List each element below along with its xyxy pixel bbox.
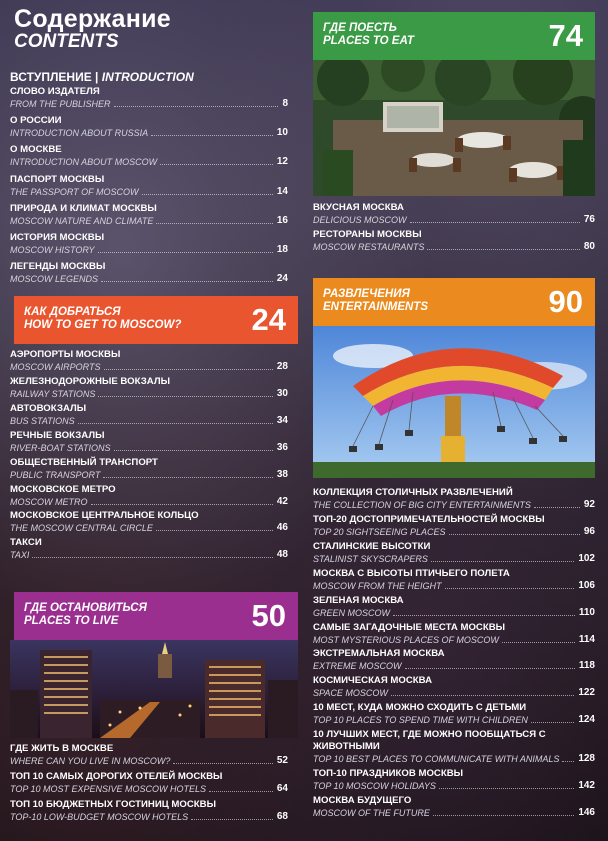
toc-entry-title-ru: 10 ЛУЧШИХ МЕСТ, ГДЕ МОЖНО ПООБЩАТЬСЯ С ЖИВОТНЫМИ <box>313 729 546 753</box>
toc-entry-title-en: MOSCOW HISTORY <box>10 245 95 255</box>
toc-entry[interactable] <box>313 202 595 226</box>
dot-leader <box>439 788 574 789</box>
toc-entry-title-en: RAILWAY STATIONS <box>10 388 96 399</box>
toc-entry[interactable] <box>10 799 288 823</box>
toc-entry-title-ru: КОСМИЧЕСКАЯ МОСКВА <box>313 675 433 687</box>
toc-entry[interactable] <box>10 403 288 427</box>
dot-leader <box>391 695 574 696</box>
section-title-en: PLACES TO EAT <box>323 35 414 47</box>
toc-entry[interactable] <box>10 430 288 454</box>
toc-entry-title-ru: МОСКОВСКОЕ МЕТРО <box>10 483 116 495</box>
toc-entry-page: 30 <box>276 387 288 399</box>
toc-entry[interactable] <box>10 115 288 139</box>
intro-heading <box>10 70 194 84</box>
toc-entry-page: 142 <box>578 780 595 792</box>
toc-entry-page: 124 <box>578 714 595 726</box>
section-title-en: PLACES TO LIVE <box>24 615 119 627</box>
toc-entry-title-en: GREEN MOSCOW <box>313 607 391 618</box>
section-title-en: ENTERTAINMENTS <box>323 301 428 313</box>
toc-entry-title-ru: МОСКВА С ВЫСОТЫ ПТИЧЬЕГО ПОЛЕТА <box>313 567 510 579</box>
toc-entry[interactable] <box>10 144 288 168</box>
toc-entry-page: 106 <box>578 579 595 591</box>
toc-entry-title-ru: ПРИРОДА И КЛИМАТ МОСКВЫ <box>10 202 157 214</box>
toc-entry-title-en: TOP 20 SIGHTSEEING PLACES <box>313 526 446 537</box>
toc-entry[interactable] <box>10 203 288 227</box>
toc-entry-title-ru: ТОП-20 ДОСТОПРИМЕЧАТЕЛЬНОСТЕЙ МОСКВЫ <box>313 513 545 525</box>
toc-entry-page: 34 <box>276 414 288 426</box>
toc-entry-row <box>10 215 288 227</box>
restaurant-terrace-photo <box>313 60 595 196</box>
toc-entry-title-en: INTRODUCTION ABOUT RUSSIA <box>10 128 149 139</box>
toc-entry-row <box>10 496 288 508</box>
toc-entry-page: 46 <box>276 522 288 534</box>
toc-entry-page: 38 <box>276 468 288 480</box>
dot-leader <box>156 530 273 531</box>
toc-entry-page: 28 <box>276 361 288 372</box>
dot-leader <box>151 135 273 136</box>
dot-leader <box>534 507 580 508</box>
dot-leader <box>502 642 575 643</box>
toc-entry-title-ru: ИСТОРИЯ МОСКВЫ <box>10 232 105 243</box>
dot-leader <box>114 450 273 451</box>
toc-entry-title-en: TOP 10 BEST PLACES TO COMMUNICATE WITH ANIMALS <box>313 754 560 765</box>
toc-entry-page: 118 <box>578 660 595 672</box>
section-title-ru: РАЗВЛЕЧЕНИЯ <box>323 288 410 300</box>
toc-entry-row <box>313 499 595 511</box>
toc-entry-page: 76 <box>583 214 595 225</box>
dot-leader <box>104 369 273 370</box>
toc-entry[interactable] <box>313 568 595 592</box>
toc-entry-title-en: BUS STATIONS <box>10 415 75 426</box>
toc-entry-title-ru: СЛОВО ИЗДАТЕЛЯ <box>10 86 100 97</box>
toc-entry-title-ru: МОСКОВСКОЕ ЦЕНТРАЛЬНОЕ КОЛЬЦО <box>10 510 199 522</box>
toc-entry[interactable] <box>10 484 288 508</box>
toc-entry-title-en: RIVER-BOAT STATIONS <box>10 442 111 453</box>
toc-entry-title-en: MOSCOW AIRPORTS <box>10 362 101 372</box>
toc-entry-row <box>10 361 288 373</box>
dot-leader <box>156 223 273 224</box>
dot-leader <box>160 164 273 165</box>
toc-entry-page: 96 <box>583 525 595 537</box>
toc-entry-page: 102 <box>578 552 595 564</box>
toc-entry-title-ru: САМЫЕ ЗАГАДОЧНЫЕ МЕСТА МОСКВЫ <box>313 621 506 633</box>
dot-leader <box>449 534 580 535</box>
toc-entry[interactable] <box>10 376 288 400</box>
toc-entry-title-ru: ТОП-10 ПРАЗДНИКОВ МОСКВЫ <box>313 768 464 780</box>
toc-entry-title-ru: ТАКСИ <box>10 537 42 549</box>
toc-entry-row <box>10 783 288 795</box>
toc-entry[interactable] <box>10 771 288 795</box>
toc-entry-title-en: TOP 10 PLACES TO SPEND TIME WITH CHILDREN <box>313 715 528 726</box>
toc-entry[interactable] <box>10 743 288 767</box>
toc-entry-title-en: MOSCOW FROM THE HEIGHT <box>313 580 442 591</box>
toc-entry-title-en: INTRODUCTION ABOUT MOSCOW <box>10 157 158 168</box>
toc-entry[interactable] <box>10 232 288 256</box>
section-band-entertainment <box>313 278 595 326</box>
toc-entry-row <box>313 807 595 819</box>
toc-entry-page: 146 <box>578 807 595 818</box>
toc-entry-page: 24 <box>276 273 288 285</box>
toc-entry-title-en: MOSCOW METRO <box>10 496 88 507</box>
toc-entry-title-en: TOP-10 LOW-BUDGET MOSCOW HOTELS <box>10 812 189 822</box>
toc-entry-row <box>10 755 288 767</box>
toc-entry-title-ru: ГДЕ ЖИТЬ В МОСКВЕ <box>10 743 114 754</box>
toc-entry-page: 16 <box>276 214 288 226</box>
toc-entry-row <box>313 526 595 538</box>
toc-entry-row <box>10 186 288 198</box>
toc-entry-row <box>313 634 595 646</box>
toc-entry[interactable] <box>313 702 595 726</box>
toc-entry-page: 10 <box>276 127 288 139</box>
dot-leader <box>78 423 273 424</box>
page-title <box>14 6 171 52</box>
toc-entry[interactable] <box>313 675 595 699</box>
toc-entry-title-ru: О МОСКВЕ <box>10 144 62 156</box>
title-en: CONTENTS <box>14 31 119 52</box>
toc-entry-page: 36 <box>276 441 288 453</box>
toc-entry-row <box>313 553 595 565</box>
toc-entry-row <box>10 442 288 454</box>
toc-entry-title-en: FROM THE PUBLISHER <box>10 99 111 109</box>
toc-entry-title-ru: МОСКВА БУДУЩЕГО <box>313 795 412 806</box>
toc-entry-title-ru: ОБЩЕСТВЕННЫЙ ТРАНСПОРТ <box>10 456 158 468</box>
toc-entry-row <box>10 549 288 561</box>
section-page-number: 90 <box>548 284 583 319</box>
section-title-ru: КАК ДОБРАТЬСЯ <box>24 306 121 318</box>
toc-entry-title-en: WHERE CAN YOU LIVE IN MOSCOW? <box>10 756 171 766</box>
toc-entry-title-ru: 10 МЕСТ, КУДА МОЖНО СХОДИТЬ С ДЕТЬМИ <box>313 702 527 714</box>
toc-entry[interactable] <box>313 595 595 619</box>
section-page-number: 50 <box>251 598 286 633</box>
toc-entry-title-ru: РЕЧНЫЕ ВОКЗАЛЫ <box>10 429 105 441</box>
toc-entry-row <box>10 273 288 285</box>
dot-leader <box>103 477 273 478</box>
dot-leader <box>142 194 273 195</box>
toc-entry[interactable] <box>10 174 288 198</box>
dot-leader <box>173 763 273 764</box>
toc-entry-row <box>313 580 595 592</box>
section-page-number: 24 <box>251 302 286 337</box>
dot-leader <box>410 222 580 223</box>
dot-leader <box>91 504 273 505</box>
toc-entry-row <box>313 660 595 672</box>
toc-entry[interactable] <box>10 349 288 373</box>
section-band-getting-there <box>14 296 298 344</box>
toc-entry-title-ru: СТАЛИНСКИЕ ВЫСОТКИ <box>313 540 431 552</box>
toc-entry[interactable] <box>10 510 288 534</box>
toc-entry-page: 114 <box>578 633 595 645</box>
toc-entry-row <box>313 607 595 619</box>
toc-entry-title-ru: АЭРОПОРТЫ МОСКВЫ <box>10 349 121 360</box>
dot-leader <box>98 252 273 253</box>
toc-entry-title-en: MOSCOW OF THE FUTURE <box>313 808 430 818</box>
dot-leader <box>191 819 273 820</box>
toc-entry-row <box>10 98 288 110</box>
toc-entry-row <box>313 753 595 765</box>
toc-entry[interactable] <box>313 729 595 765</box>
section-band-stay <box>14 592 298 640</box>
toc-entry-page: 12 <box>276 156 288 168</box>
toc-entry-page: 52 <box>276 755 288 766</box>
toc-entry-row <box>313 714 595 726</box>
toc-entry-title-en: PUBLIC TRANSPORT <box>10 469 101 480</box>
toc-entry-title-ru: ЖЕЛЕЗНОДОРОЖНЫЕ ВОКЗАЛЫ <box>10 375 170 387</box>
dot-leader <box>209 791 273 792</box>
dot-leader <box>405 668 575 669</box>
toc-entry[interactable] <box>313 795 595 819</box>
toc-entry-page: 68 <box>276 811 288 822</box>
toc-entry-title-en: MOSCOW LEGENDS <box>10 274 99 285</box>
intro-heading-ru: ВСТУПЛЕНИЕ | <box>10 70 99 84</box>
toc-entry-row <box>10 127 288 139</box>
dot-leader <box>431 561 574 562</box>
toc-entry-page: 14 <box>276 185 288 197</box>
dot-leader <box>32 557 273 558</box>
toc-entry-title-en: DELICIOUS MOSCOW <box>313 215 407 225</box>
toc-entry-page: 64 <box>276 783 288 794</box>
toc-entry-title-ru: ЗЕЛЕНАЯ МОСКВА <box>313 594 404 606</box>
toc-entry-title-en: TAXI <box>10 550 30 561</box>
night-city-photo <box>10 640 298 738</box>
toc-entry-page: 18 <box>276 244 288 255</box>
dot-leader <box>433 815 574 816</box>
toc-entry-row <box>313 214 595 226</box>
toc-entry-title-en: STALINIST SKYSCRAPERS <box>313 553 428 564</box>
toc-entry-title-ru: О РОССИИ <box>10 115 62 127</box>
toc-entry[interactable] <box>10 457 288 481</box>
toc-entry-row <box>313 241 595 253</box>
toc-entry-title-ru: ТОП 10 САМЫХ ДОРОГИХ ОТЕЛЕЙ МОСКВЫ <box>10 771 223 782</box>
toc-entry-page: 122 <box>578 687 595 699</box>
toc-entry-row <box>10 244 288 256</box>
dot-leader <box>562 761 574 762</box>
toc-entry-row <box>10 811 288 823</box>
toc-entry-page: 48 <box>276 549 288 561</box>
section-title-en: HOW TO GET TO MOSCOW? <box>24 319 182 331</box>
toc-entry-title-ru: ЛЕГЕНДЫ МОСКВЫ <box>10 261 106 273</box>
toc-entry[interactable] <box>313 648 595 672</box>
toc-entry-title-ru: ПАСПОРТ МОСКВЫ <box>10 173 105 185</box>
toc-entry[interactable] <box>10 261 288 285</box>
toc-entry-title-en: TOP 10 MOST EXPENSIVE MOSCOW HOTELS <box>10 784 207 794</box>
toc-entry[interactable] <box>10 86 288 110</box>
title-ru: Содержание <box>14 5 172 33</box>
toc-entry-title-en: MOSCOW NATURE AND CLIMATE <box>10 215 154 226</box>
toc-entry-title-en: THE MOSCOW CENTRAL CIRCLE <box>10 523 153 534</box>
toc-entry-page: 80 <box>583 241 595 252</box>
toc-entry[interactable] <box>313 487 595 511</box>
dot-leader <box>445 588 575 589</box>
toc-entry-title-ru: ВКУСНАЯ МОСКВА <box>313 202 404 213</box>
toc-entry-page: 92 <box>583 499 595 510</box>
toc-entry-title-en: SPACE MOSCOW <box>313 688 388 699</box>
toc-entry-row <box>313 780 595 792</box>
dot-leader <box>393 615 575 616</box>
toc-entry-row <box>10 156 288 168</box>
dot-leader <box>101 281 273 282</box>
toc-entry-title-en: THE COLLECTION OF BIG CITY ENTERTAINMENTS <box>313 500 531 510</box>
toc-entry[interactable] <box>313 768 595 792</box>
toc-entry-page: 8 <box>282 98 288 109</box>
toc-entry-title-ru: ТОП 10 БЮДЖЕТНЫХ ГОСТИНИЦ МОСКВЫ <box>10 799 216 810</box>
toc-entry-row <box>10 469 288 481</box>
toc-entry[interactable] <box>313 622 595 646</box>
swing-ride-photo <box>313 326 595 478</box>
toc-entry-row <box>10 388 288 400</box>
toc-entry-title-ru: РЕСТОРАНЫ МОСКВЫ <box>313 229 422 240</box>
toc-entry-page: 42 <box>276 495 288 507</box>
toc-entry-row <box>313 687 595 699</box>
toc-entry-title-ru: АВТОВОКЗАЛЫ <box>10 402 87 414</box>
toc-entry-title-en: MOSCOW RESTAURANTS <box>313 242 425 252</box>
dot-leader <box>427 249 580 250</box>
toc-entry[interactable] <box>10 537 288 561</box>
intro-heading-en: INTRODUCTION <box>101 70 194 84</box>
toc-entry[interactable] <box>313 541 595 565</box>
section-title-ru: ГДЕ ПОЕСТЬ <box>323 22 397 34</box>
dot-leader <box>114 106 279 107</box>
section-title-ru: ГДЕ ОСТАНОВИТЬСЯ <box>24 602 147 614</box>
toc-entry[interactable] <box>313 229 595 253</box>
toc-entry-title-ru: ЭКСТРЕМАЛЬНАЯ МОСКВА <box>313 648 445 660</box>
toc-entry-page: 128 <box>578 753 595 765</box>
toc-entry-row <box>10 415 288 427</box>
toc-entry-title-en: TOP 10 MOSCOW HOLIDAYS <box>313 781 436 792</box>
toc-entry-title-en: EXTREME MOSCOW <box>313 661 402 672</box>
toc-entry[interactable] <box>313 514 595 538</box>
toc-entry-row <box>10 522 288 534</box>
section-page-number: 74 <box>548 18 583 53</box>
section-band-eat <box>313 12 595 60</box>
dot-leader <box>98 396 273 397</box>
dot-leader <box>531 722 574 723</box>
toc-entry-page: 110 <box>578 606 595 618</box>
toc-entry-title-ru: КОЛЛЕКЦИЯ СТОЛИЧНЫХ РАЗВЛЕЧЕНИЙ <box>313 487 513 498</box>
toc-entry-title-en: MOST MYSTERIOUS PLACES OF MOSCOW <box>313 634 499 645</box>
toc-entry-title-en: THE PASSPORT OF MOSCOW <box>10 186 139 197</box>
